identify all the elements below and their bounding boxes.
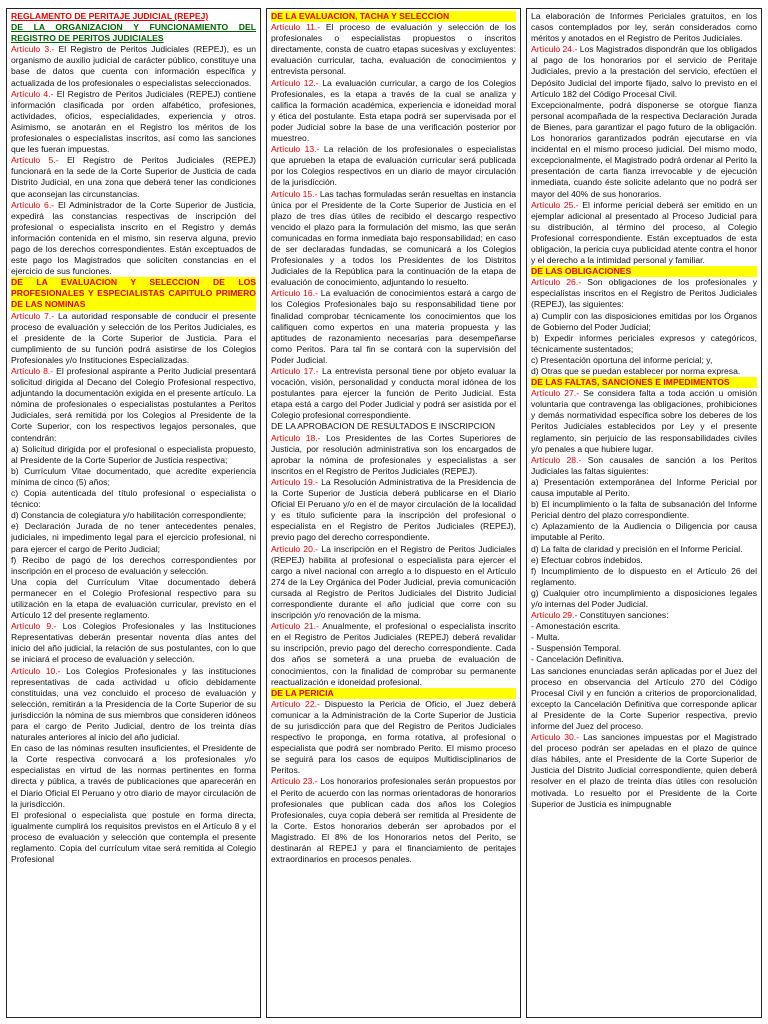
article-number: Artículo 9.- <box>11 621 57 632</box>
paragraph <box>531 621 757 632</box>
article-text: El Registro de Peritos Judiciales (REPEJ), es un organismo de auxilio judicial de carácter público, constituye una base de datos que cuenta con información específica y actualizada de los profesionales o especialistas seleccionados. <box>11 44 256 88</box>
article-text: c) Presentación oportuna del informe pericial; y, <box>531 354 713 365</box>
article-paragraph <box>531 200 757 267</box>
article-paragraph <box>271 288 516 366</box>
article-text: a) Presentación extemporánea del Informe Pericial por causa imputable al Perito. <box>531 476 757 499</box>
paragraph <box>531 499 757 521</box>
article-text: Anualmente, el profesional o especialista inscrito en el Registro de Peritos Judiciales (REPEJ) deberá revalidar su inscripción, previo pago del derecho correspondiente. Cada dos años se someterá a una prueba de evaluación de conocimientos, con la finalidad de comprobar su permanente reactualización e idoneidad profesional. <box>271 621 516 687</box>
article-paragraph <box>11 89 256 156</box>
article-paragraph <box>271 78 516 145</box>
paragraph <box>531 654 757 665</box>
article-text: Las sanciones enunciadas serán aplicadas por el Juez del proceso en observancia del Artículo 270 del Código Procesal Civil y en función a criterios de proporcionalidad, excepto la Cancelación Definitiva que corresponde aplicar al Presidente de la Corte Superior respectiva, previo informe del Juez del proceso. <box>531 665 757 731</box>
article-number: Artículo 25.- <box>531 199 579 210</box>
article-text: a) Cumplir con las disposiciones emitidas por los Órganos de Gobierno del Poder Judicial; <box>531 310 757 332</box>
paragraph <box>531 355 757 366</box>
article-text: La autoridad responsable de conducir el presente proceso de evaluación y selección de los Peritos Judiciales, es el presidente de la Corte Superior de Justicia. Para el cumplimiento de su función podrá asistirse de los Colegios Profesionales y/o Instituciones Especializadas. <box>11 310 256 365</box>
article-number: Artículo 6.- <box>11 199 55 210</box>
paragraph <box>531 555 757 566</box>
article-number: Artículo 26.- <box>531 277 582 288</box>
article-paragraph <box>11 200 256 278</box>
article-text: d) La falta de claridad y precisión en el Informe Pericial. <box>531 543 743 554</box>
article-number: Artículo 13.- <box>271 144 320 155</box>
article-text: b) Currículum Vitae documentado, que acredite experiencia mínima de cinco (5) años; <box>11 465 256 487</box>
article-paragraph <box>11 366 256 444</box>
article-text: Los Presidentes de las Cortes Superiores de Justicia, por resolución administrativa son los encargados de aprobar la nómina de profesionales y especialistas a ser inscritos en el Registro de Peritos Judiciales (REPEJ). <box>271 432 516 476</box>
article-paragraph <box>11 666 256 744</box>
article-paragraph <box>531 388 757 455</box>
subheading: DE LA APROBACION DE RESULTADOS E INSCRIPCION <box>271 421 496 432</box>
article-text: La evaluación de conocimientos estará a cargo de los Colegios Profesionales bajo su responsabilidad tiene por finalidad comprobar técnicamente los conocimientos que los califiquen como expertos en una materia propuesta y las aptitudes de razonamiento necesarias para desempeñarse como Peritos. Para tal fin se contará con la supervisión del Poder Judicial. <box>271 288 516 365</box>
article-text: La entrevista personal tiene por objeto evaluar la vocación, visión, personalidad y conducta moral idónea de los postulantes para ejercer la función de Perito Judicial. Esta etapa está a cargo del Poder Judicial y podrá ser asistida por el Colegio profesional correspondiente. <box>271 366 516 421</box>
article-text: Excepcionalmente, podrá disponerse se otorgue fianza personal acompañada de la respectiva Declaración Jurada de Bienes, para garantizar el pago futuro de la obligación. Los honorarios garantizados podrán ejecutarse en vía incidental en el mismo proceso judicial. Del mismo modo, excepcionalmente, el Magistrado podrá ordenar al Perito la presentación de carta fianza irrevocable y de ejecución inmediata, cuando éste solicite adelanto que no podrá ser mayor del 40% de sus honorarios. <box>531 99 757 199</box>
paragraph <box>11 466 256 488</box>
article-paragraph <box>11 155 256 199</box>
article-text: Dispuesto la Pericia de Oficio, el Juez deberá comunicar a la Administración de la Corte Superior de Justicia de su jurisdicción para que del Registro de Peritos Judiciales respectivo le proponga, en forma rotativa, al profesional o especialista que podrá ser nombrado Perito. El mismo proceso se seguirá para los casos de equipos Multidisciplinarios de Peritos. <box>271 698 516 776</box>
article-number: Artículo 27.- <box>531 388 580 399</box>
article-number: Artículo 4.- <box>11 88 54 99</box>
article-paragraph <box>11 44 256 88</box>
article-paragraph <box>271 544 516 622</box>
paragraph <box>531 588 757 610</box>
article-paragraph <box>531 732 757 810</box>
article-text: d) Otras que se puedan establecer por norma expresa. <box>531 366 741 376</box>
article-number: Artículo 8.- <box>11 366 54 376</box>
article-paragraph <box>11 311 256 366</box>
section-heading: DE LAS FALTAS, SANCIONES E IMPEDIMENTOS <box>531 377 757 388</box>
paragraph <box>531 100 757 200</box>
paragraph <box>11 444 256 466</box>
article-text: g) Cualquier otro incumplimiento a disposiciones legales y/o internas del Poder Judicial. <box>531 587 757 609</box>
article-number: Artículo 18.- <box>271 432 321 443</box>
article-paragraph <box>271 433 516 477</box>
paragraph <box>11 810 256 865</box>
article-text: El Administrador de la Corte Superior de Justicia, expedirá las constancias respectivas de inscripción del profesional o especialista inscrito en el Registro y demás información contenida en el mismo, sin reserva alguna, previo pago de los derechos correspondientes. Están exceptuados de este pago los Magistrados que soliciten constancias en el ejercicio de sus funciones. <box>11 199 256 277</box>
article-paragraph <box>531 610 757 621</box>
paragraph <box>531 521 757 543</box>
article-text: El proceso de evaluación y selección de los profesionales o especialistas propuestos o inscritos directamente, consta de cuatro etapas sucesivas y excluyentes: evaluación curricular, tacha, evaluación de conocimientos y entrevista personal. <box>271 22 516 77</box>
paragraph <box>531 643 757 654</box>
article-number: Artículo 3.- <box>11 44 55 55</box>
article-text: La elaboración de Informes Periciales gratuitos, en los casos contemplados por ley, serán considerados como méritos y anotados en el Registro de Peritos Judiciales. <box>531 11 757 44</box>
article-text: - Multa. <box>531 632 560 643</box>
article-text: El Registro de Peritos Judiciales (REPEJ) funcionará en la sede de la Corte Superior de Justicia de cada Distrito Judicial, en una zona que deberá tener las condiciones que aconsejan las circunstancias. <box>11 155 256 199</box>
article-paragraph <box>271 621 516 688</box>
section-heading: DE LA PERICIA <box>271 688 516 699</box>
paragraph <box>531 11 757 44</box>
article-text: El Registro de Peritos Judiciales (REPEJ) contiene información clasificada por orden alfabético, profesiones, actividades, oficios, especialidades, experiencia y otros. Asimismo, se anotarán en el Registro los méritos de los profesionales o especialistas inscritos, así como las sanciones que les fueran impuestas. <box>11 88 256 155</box>
column-3 <box>526 8 762 1018</box>
paragraph <box>11 555 256 577</box>
article-text: e) Efectuar cobros indebidos. <box>531 554 643 565</box>
article-text: f) Recibo de pago de los derechos correspondientes por inscripción en el proceso de evaluación y selección. <box>11 554 256 576</box>
article-paragraph <box>271 22 516 77</box>
article-paragraph <box>531 455 757 477</box>
paragraph <box>531 366 757 377</box>
article-number: Artículo 29.- <box>531 610 578 621</box>
section-heading: DE LA EVALUACION, TACHA Y SELECCION <box>271 11 516 22</box>
article-paragraph <box>11 621 256 665</box>
column-1 <box>6 8 261 1018</box>
article-text: - Cancelación Definitiva. <box>531 654 624 665</box>
article-number: Artículo 15.- <box>271 188 318 199</box>
article-number: Artículo 17.- <box>271 366 319 376</box>
article-text: Los Colegios Profesionales y las instituciones representativas de cada actividad u oficio debidamente constituidas, una vez concluido el proceso de evaluación y selección, remitirán a la Presidencia de la Corte Superior de su jurisdicción la nómina de sus miembros que consideren idóneos para el cargo de Perito Judicial, dentro de los treinta días naturales anteriores al inicio del año judicial. <box>11 665 256 743</box>
article-number: Artículo 28.- <box>531 454 582 465</box>
section-heading: REGLAMENTO DE PERITAJE JUDICIAL (REPEJ) <box>11 11 209 21</box>
article-text: - Amonestación escrita. <box>531 621 621 632</box>
paragraph <box>531 477 757 499</box>
article-text: b) Expedir informes periciales expresos y categóricos, técnicamente sustentados; <box>531 332 757 354</box>
article-number: Artículo 30.- <box>531 732 580 743</box>
article-number: Artículo 19.- <box>271 476 319 487</box>
paragraph <box>531 566 757 588</box>
article-text: Son obligaciones de los profesionales y especialistas inscritos en el Registro de Peritos Judiciales (REPEJ), las siguientes: <box>531 277 757 310</box>
article-paragraph <box>271 477 516 544</box>
article-paragraph <box>531 277 757 310</box>
article-text: Los Magistrados dispondrán que los obligados al pago de los honorarios por el servicio de Peritaje Judiciales, previo a la prestación del servicio, efectúen el Depósito Judicial del importe fijado, salvo lo previsto en el Artículo 182 del Código Procesal Civil. <box>531 44 757 99</box>
article-number: Artículo 16.- <box>271 288 318 299</box>
article-paragraph <box>271 776 516 865</box>
section-heading: DE LA ORGANIZACION Y FUNCIONAMIENTO DEL REGISTRO DE PERITOS JUDICIALES <box>11 22 256 44</box>
article-text: Los Colegios Profesionales y las Instituciones Representativas deberán presentar noventa días antes del inicio del año judicial, la relación de sus postulantes, con lo que se iniciará el proceso de evaluación y selección. <box>11 621 256 665</box>
article-text: Se considera falta a toda acción u omisión voluntaria que contravenga las obligaciones, prohibiciones y demás normatividad específica sobre los deberes de los Peritos Judiciales establecidos por Ley y el presente reglamento, sin perjuicio de las responsabilidades civiles y/o penales a que hubiere lugar. <box>531 388 757 454</box>
article-text: Constituyen sanciones: <box>577 610 669 621</box>
article-text: Las tachas formuladas serán resueltas en instancia única por el Presidente de la Corte Superior de Justicia en el plazo de tres días útiles de recibido el descargo respectivo vencido el plazo para la formulación del mismo, las que serán comunicadas en forma inmediata bajo responsabilidad; en caso de ser declaradas fundadas, se comunicará a los Colegios Profesionales y a todos los Presidentes de los Distritos Judiciales de la República para la continuación de la etapa de evaluación de conocimiento, adjuntando lo resuelto. <box>271 188 516 288</box>
column-2 <box>266 8 521 1018</box>
article-text: a) Solicitud dirigida por el profesional o especialista propuesto, al Presidente de la Corte Superior de Justicia respectiva; <box>11 443 256 465</box>
article-paragraph <box>271 189 516 289</box>
article-text: c) Aplazamiento de la Audiencia o Diligencia por causa imputable al Perito. <box>531 521 757 543</box>
paragraph <box>531 333 757 355</box>
article-text: c) Copia autenticada del título profesional o especialista o técnico: <box>11 488 256 510</box>
article-text: La relación de los profesionales o especialistas que aprueben la etapa de evaluación curricular será publicada por los Colegios respectivos en un diario de mayor circulación de la jurisdicción. <box>271 144 516 188</box>
paragraph <box>531 311 757 333</box>
paragraph <box>11 521 256 554</box>
article-number: Artículo 22.- <box>271 698 320 709</box>
article-number: Artículo 7.- <box>11 310 55 321</box>
article-text: La evaluación curricular, a cargo de los Colegios Profesionales, es la etapa a través de la cual se analiza y califica la formación académica, experiencia e idoneidad moral y ética del postulante. Esta etapa podrá ser supervisada por el poder Judicial sobre la base de una verificación posterior por muestreo. <box>271 77 516 144</box>
article-text: Son causales de sanción a los Peritos Judiciales las faltas siguientes: <box>531 454 757 476</box>
article-text: Las sanciones impuestas por el Magistrado del proceso podrán ser apeladas en el plazo de quince días hábiles, ante el Presidente de la Corte Superior de Justicia del Distrito Judicial correspondiente, quien deberá resolver en el plazo de treinta días útiles con resolución motivada. Lo resuelto por el Presidente de la Corte Superior de Justicia es inimpugnable <box>531 732 757 809</box>
article-number: Artículo 12.- <box>271 77 319 88</box>
article-text: f) Incumplimiento de lo dispuesto en el Artículo 26 del reglamento. <box>531 565 757 587</box>
article-text: d) Constancia de colegiatura y/o habilitación correspondiente; <box>11 510 247 521</box>
article-paragraph <box>531 44 757 99</box>
article-number: Artículo 23.- <box>271 776 318 787</box>
article-text: El profesional o especialista que postule en forma directa, igualmente cumplirá los requisitos previstos en el Artículo 8 y el proceso de evaluación y selección que contempla el presente reglamento. Copia del currículum vitae será remitida al Colegio Profesional <box>11 809 256 865</box>
article-text: La inscripción en el Registro de Peritos Judiciales (REPEJ) habilita al profesional o especialista para ejercer el cargo a nivel nacional con arreglo a lo dispuesto en el Artículo 274 de la Ley Orgánica del Poder Judicial, previa comunicación cursada al Registro de Peritos Judiciales del Distrito Judicial correspondiente durante el año judicial que corre con su inscripción y/o renovación de la misma. <box>271 543 516 621</box>
article-text: Una copia del Currículum Vitae documentado deberá permanecer en el Colegio Profesional respectivo para su utilización en la etapa de evaluación curricular, previsto en el Artículo 12 del presente reglamento. <box>11 576 256 621</box>
article-number: Artículo 11.- <box>271 22 321 33</box>
article-number: Artículo 20.- <box>271 543 319 554</box>
paragraph <box>531 666 757 733</box>
article-text: El informe pericial deberá ser emitido en un ejemplar adicional al presentado al Proceso Judicial para su distribución, al término del proceso, al Colegio Profesional correspondiente. Están exceptuados de esta obligación, la pericia cuya publicidad atente contra el honor y el derecho a la intimidad personal y familiar. <box>531 199 758 266</box>
article-number: Artículo 10.- <box>11 665 61 676</box>
article-number: Artículo 24.- <box>531 44 578 55</box>
paragraph <box>11 488 256 510</box>
section-heading: DE LAS OBLIGACIONES <box>531 266 757 277</box>
section-heading: DE LA EVALUACION Y SELECCION DE LOS PROFESIONALES Y ESPECIALISTAS CAPITULO PRIMERO DE LAS NOMINAS <box>11 277 256 310</box>
article-text: Los honorarios profesionales serán propuestos por el Perito de acuerdo con las normas orientadoras de honorarios profesionales que publican cada dos años los Colegios Profesionales, cuya copia deberá ser remitida al Presidente de la Corte. Estos honorarios deberán ser aprobados por el Magistrado. El 8% de los Honorarios netos del Perito, se destinarán al REPEJ y para el financiamiento de peritajes extraordinarios en procesos penales. <box>271 776 516 865</box>
article-paragraph <box>271 144 516 188</box>
paragraph <box>11 510 256 521</box>
article-text: El profesional aspirante a Perito Judicial presentará solicitud dirigida al Decano del Colegio Profesional respectivo, adjuntando la documentación exigida en el presente artículo. La nómina de profesionales o especialistas postulantes a Peritos Judiciales, será remitida por los Colegios al Presidente de la Corte Superior, con los respectivos legajos personales, que contendrán: <box>11 366 256 443</box>
paragraph <box>531 632 757 643</box>
article-text: - Suspensión Temporal. <box>531 643 622 654</box>
article-text: e) Declaración Jurada de no tener antecedentes penales, judiciales, ni impedimento legal para el ejercicio profesional, ni para ejercer el cargo de Perito Judicial; <box>11 521 256 554</box>
article-text: b) El incumplimiento o la falta de subsanación del Informe Pericial dentro del plazo correspondiente. <box>531 499 757 521</box>
paragraph <box>11 577 256 621</box>
paragraph <box>11 743 256 810</box>
article-text: La Resolución Administrativa de la Presidencia de la Corte Superior de Justicia deberá publicarse en el Diario Oficial El Peruano y/o en el de mayor circulación de la localidad y es título suficiente para la inscripción del profesional o especialista en el Registro de Peritos Judiciales (REPEJ), previo pago del derecho correspondiente. <box>271 476 516 543</box>
article-text: En caso de las nóminas resulten insuficientes, el Presidente de la Corte respectiva convocará a los profesionales y/o especialistas en virtud de las normas pertinentes en forma directa y pública, a través de publicaciones que aparecerán en el Diario Oficial El Peruano y otro diario de mayor circulación de la jurisdicción. <box>11 743 256 809</box>
article-paragraph <box>271 699 516 777</box>
article-paragraph <box>271 366 516 421</box>
article-number: Artículo 21.- <box>271 621 319 632</box>
article-number: Artículo 5.- <box>11 155 59 166</box>
paragraph <box>531 544 757 555</box>
